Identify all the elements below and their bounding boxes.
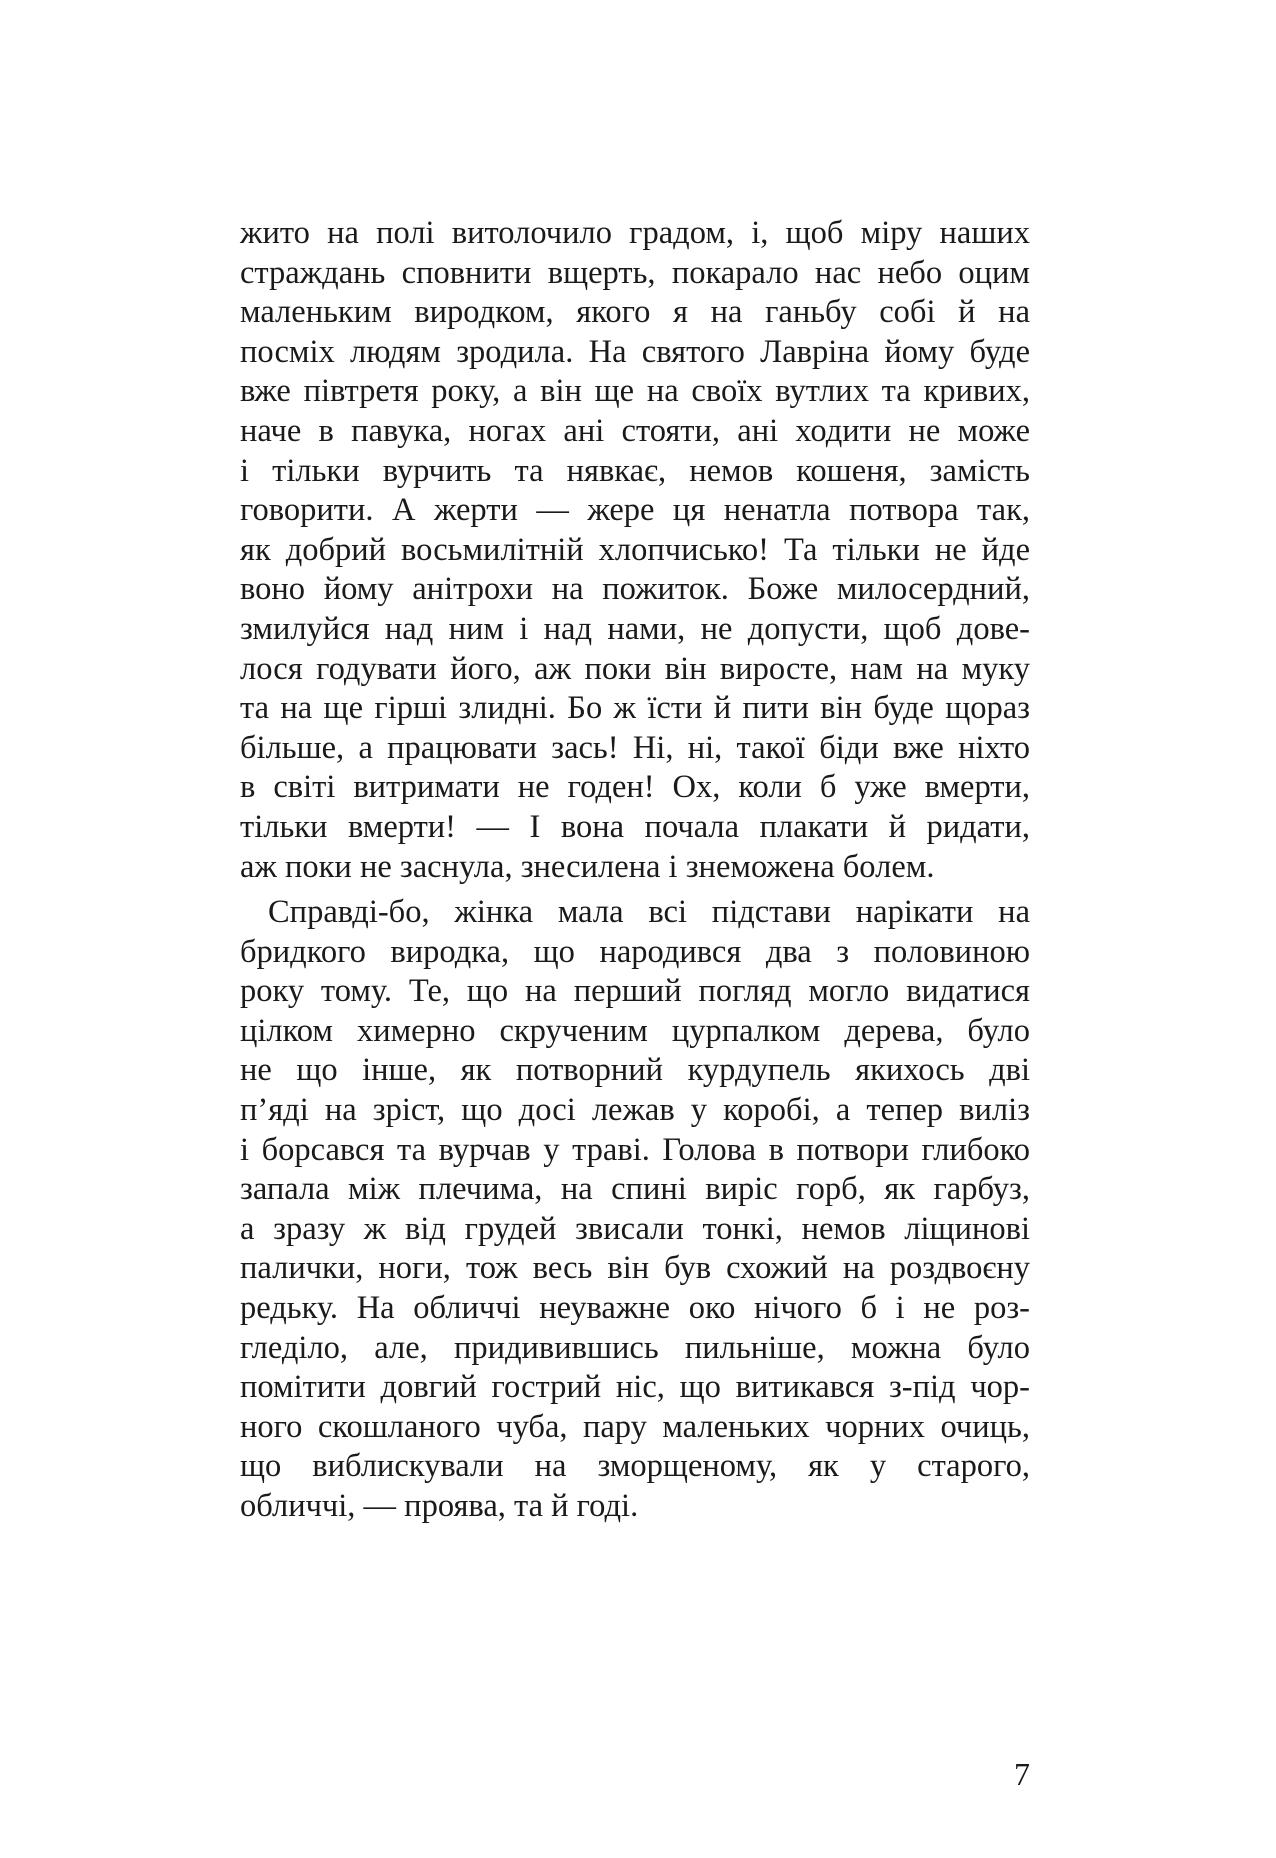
text-line: тільки вмерти! — І вона почала плакати й ридати, (240, 808, 1030, 845)
text-line: більше, а працювати зась! Ні, ні, такої біди вже ніхто (240, 729, 1030, 766)
text-line: не що інше, як потворний курдупель якихось дві (240, 1052, 1030, 1089)
text-line: говорити. А жерти — жере ця ненатла потвора так, (240, 492, 1030, 529)
text-line: воно йому анітрохи на пожиток. Боже милосердний, (240, 571, 1030, 608)
text-line: як добрий восьмилітній хлопчисько! Та тільки не йде (240, 531, 1030, 568)
text-line: обличчі, — проява, та й годі. (240, 1488, 639, 1524)
text-line: змилуйся над ним і над нами, не допусти, щоб дове- (240, 610, 1030, 647)
text-line: що виблискували на зморщеному, як у старого, (240, 1448, 1030, 1485)
text-line: року тому. Те, що на перший погляд могло видатися (240, 973, 1030, 1010)
text-line: в світі витримати не годен! Ох, коли б уже вмерти, (240, 769, 1030, 806)
text-line: і борсався та вурчав у траві. Голова в потвори глибоко (240, 1131, 1030, 1168)
text-line: цілком химерно скрученим цурпалком дерева, було (240, 1012, 1030, 1049)
text-line: маленьким виродком, якого я на ганьбу собі й на (240, 294, 1030, 331)
page-number: 7 (1014, 1756, 1030, 1792)
text-line: посміх людям зродила. На святого Лаврiна йому буде (240, 333, 1030, 370)
body-text (240, 214, 1030, 1527)
text-line: а зразу ж від грудей звисали тонкі, немов ліщинові (240, 1210, 1030, 1247)
text-line: і тільки вурчить та нявкає, немов кошеня, замість (240, 452, 1030, 489)
text-line: редьку. На обличчі неуважне око нічого б і не роз- (240, 1290, 1030, 1327)
text-line: наче в павука, ногах ані стояти, ані ходити не може (240, 412, 1030, 449)
paragraph (240, 893, 1030, 1527)
text-line: гледіло, але, придивившись пильніше, можна було (240, 1329, 1030, 1366)
text-line: страждань сповнити вщерть, покарало нас небо оцим (240, 254, 1030, 291)
text-line: аж поки не заснула, знесилена і знеможена болем. (240, 848, 935, 885)
text-line: Справді-бо, жінка мала всі підстави нарікати на (268, 894, 1030, 931)
text-line: палички, ноги, тож весь він був схожий на роздвоєну (240, 1250, 1030, 1287)
text-line: жито на полі витолочило градом, і, щоб міру наших (240, 215, 1030, 251)
text-line: та на ще гірші злидні. Бо ж їсти й пити він буде щораз (240, 690, 1030, 727)
text-line: бридкого виродка, що народився два з половиною (240, 933, 1030, 970)
text-line: вже півтретя року, а він ще на своїх вутлих та кривих, (240, 373, 1030, 410)
text-line: запала між плечима, на спині виріс горб, як гарбуз, (240, 1171, 1030, 1208)
text-line: ного скошланого чуба, пару маленьких чорних очиць, (240, 1408, 1030, 1445)
paragraph (240, 214, 1030, 887)
text-line: п’яді на зріст, що досі лежав у коробі, а тепер виліз (240, 1092, 1030, 1129)
text-line: лося годувати його, аж поки він виросте, нам на муку (240, 650, 1030, 687)
text-line: помітити довгий гострий ніс, що витикався з-під чор- (240, 1369, 1030, 1406)
